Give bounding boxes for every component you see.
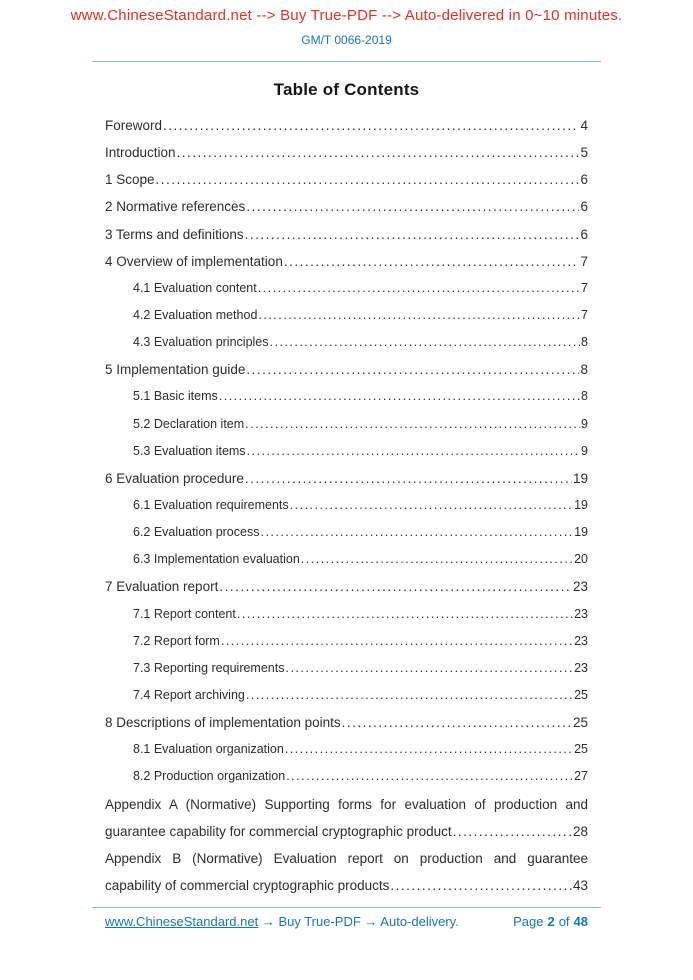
toc-entry-page: 43 [572, 877, 588, 893]
toc-entry [105, 193, 588, 220]
toc-entry-label: 5.1 Basic items [133, 389, 218, 404]
toc-entry-page: 25 [574, 687, 588, 702]
toc-entry-page: 5 [580, 145, 588, 161]
dot-leader [285, 736, 573, 763]
dot-leader [258, 275, 580, 302]
toc-entry-label: 1 Scope [105, 172, 155, 188]
toc-entry-label: 4.1 Evaluation content [133, 280, 257, 295]
dot-leader [219, 383, 580, 410]
toc-entry [105, 329, 588, 356]
dot-leader [260, 519, 573, 546]
dot-leader [219, 573, 572, 600]
toc-entry [105, 356, 588, 383]
toc-entry [105, 655, 588, 682]
toc-entry-label: 8.2 Production organization [133, 769, 286, 784]
page-title: Table of Contents [273, 80, 420, 99]
toc-entry-page: 23 [574, 660, 588, 675]
dot-leader [156, 166, 580, 193]
footer [105, 914, 588, 929]
toc-entry-page: 6 [580, 199, 588, 215]
toc-entry-label: capability of commercial cryptographic products [105, 877, 390, 893]
dot-leader [163, 112, 579, 139]
toc-entry [105, 302, 588, 329]
toc-entry-label: guarantee capability for commercial cryptographic product [105, 823, 452, 839]
toc-entry-label: 3 Terms and definitions [105, 226, 244, 242]
toc-entry-page: 9 [581, 443, 588, 458]
toc-entry-page: 8 [581, 389, 588, 404]
toc-entry [105, 139, 588, 166]
toc-entry-label: 6 Evaluation procedure [105, 470, 244, 486]
dot-leader [270, 329, 581, 356]
dot-leader [284, 248, 580, 275]
toc-entry-label: 5.2 Declaration item [133, 416, 245, 431]
dot-leader [246, 682, 573, 709]
dot-leader [342, 709, 572, 736]
toc-entry-label: 4.2 Evaluation method [133, 307, 258, 322]
dot-leader [290, 492, 573, 519]
toc-entry [105, 818, 588, 845]
toc-entry-label: 8 Descriptions of implementation points [105, 715, 341, 731]
dot-leader [258, 302, 580, 329]
page-label: Page [513, 914, 544, 929]
toc-entry [105, 411, 588, 438]
toc-entry-page: 4 [580, 118, 588, 133]
toc-entry-label: 7.2 Report form [133, 633, 220, 648]
dot-leader [247, 438, 580, 465]
toc-entry-page: 28 [572, 823, 588, 839]
toc-entry-label: 4.3 Evaluation principles [133, 335, 269, 350]
toc-entry-label: Foreword [105, 118, 163, 133]
toc-entry-label: 7.1 Report content [133, 606, 236, 621]
toc-entry [105, 221, 588, 248]
toc-entry [105, 112, 588, 139]
toc-entry [105, 573, 588, 600]
dot-leader [285, 655, 573, 682]
dot-leader [245, 411, 580, 438]
toc-entry-label: 7.4 Report archiving [133, 687, 245, 702]
toc-entry-label: 7 Evaluation report [105, 579, 219, 595]
toc-entry [105, 763, 588, 790]
dot-leader [301, 546, 573, 573]
toc-entry-wrap-line: Appendix B (Normative) Evaluation report on production and guarantee [105, 850, 588, 866]
toc-entry-label: 2 Normative references [105, 199, 246, 215]
toc-entry-page: 7 [581, 280, 588, 295]
toc-entry-page: 7 [581, 307, 588, 322]
toc-entry [105, 546, 588, 573]
promo-banner: www.ChineseStandard.net --> Buy True-PDF --> Auto-delivered in 0~10 minutes. [70, 7, 623, 24]
toc-entry [105, 601, 588, 628]
page-total: 48 [573, 914, 588, 929]
toc-list [105, 112, 588, 899]
toc-entry-page: 23 [572, 579, 588, 595]
toc-entry-page: 20 [574, 552, 588, 567]
footer-left [105, 914, 459, 929]
toc-entry [105, 628, 588, 655]
toc-entry-label: 6.1 Evaluation requirements [133, 497, 289, 512]
toc-entry [105, 709, 588, 736]
toc-entry-page: 25 [572, 715, 588, 731]
toc-entry [105, 248, 588, 275]
page-indicator [513, 914, 588, 929]
toc-entry-page: 6 [580, 226, 588, 242]
toc-entry [105, 438, 588, 465]
site-link[interactable]: www.ChineseStandard.net [105, 914, 259, 929]
toc-entry [105, 166, 588, 193]
toc-entry [105, 682, 588, 709]
toc-entry [105, 383, 588, 410]
dot-leader [246, 193, 579, 220]
toc-entry-label: 4 Overview of implementation [105, 253, 283, 269]
toc-entry-page: 19 [574, 525, 588, 540]
dot-leader [237, 601, 573, 628]
dot-leader [177, 139, 580, 166]
toc-entry [105, 492, 588, 519]
toc-entry-page: 19 [574, 497, 588, 512]
standard-code: GM/T 0066-2019 [301, 33, 392, 47]
toc-entry [105, 519, 588, 546]
toc-entry-page: 19 [572, 470, 588, 486]
toc-entry-page: 7 [580, 253, 588, 269]
toc-entry-wrap-line: Appendix A (Normative) Supporting forms for evaluation of production and [105, 796, 588, 812]
dot-leader [286, 763, 573, 790]
header-divider [92, 61, 601, 62]
toc-entry-page: 8 [581, 335, 588, 350]
toc-entry [105, 275, 588, 302]
footer-tagline: → Buy True-PDF → Auto-delivery. [261, 914, 459, 929]
toc-entry-label: 5 Implementation guide [105, 362, 246, 378]
toc-entry-label: 6.2 Evaluation process [133, 525, 260, 540]
toc-entry-page: 27 [574, 769, 588, 784]
toc-entry-page: 25 [574, 742, 588, 757]
toc-entry [105, 872, 588, 899]
toc-entry [105, 736, 588, 763]
toc-entry-label: 6.3 Implementation evaluation [133, 552, 300, 567]
toc-entry-label: 8.1 Evaluation organization [133, 742, 284, 757]
dot-leader [453, 818, 572, 845]
dot-leader [221, 628, 573, 655]
toc-entry-page: 9 [581, 416, 588, 431]
page-current: 2 [547, 914, 555, 929]
dot-leader [390, 872, 572, 899]
toc-entry-page: 6 [580, 172, 588, 188]
toc-entry-label: Introduction [105, 145, 176, 161]
footer-divider [92, 907, 601, 908]
toc-entry-page: 23 [574, 633, 588, 648]
dot-leader [245, 221, 580, 248]
toc-entry-label: 5.3 Evaluation items [133, 443, 246, 458]
toc-entry [105, 465, 588, 492]
dot-leader [246, 356, 579, 383]
dot-leader [245, 465, 572, 492]
toc-entry-label: 7.3 Reporting requirements [133, 660, 285, 675]
toc-entry-page: 23 [574, 606, 588, 621]
toc-entry-page: 8 [580, 362, 588, 378]
of-label: of [558, 914, 570, 929]
